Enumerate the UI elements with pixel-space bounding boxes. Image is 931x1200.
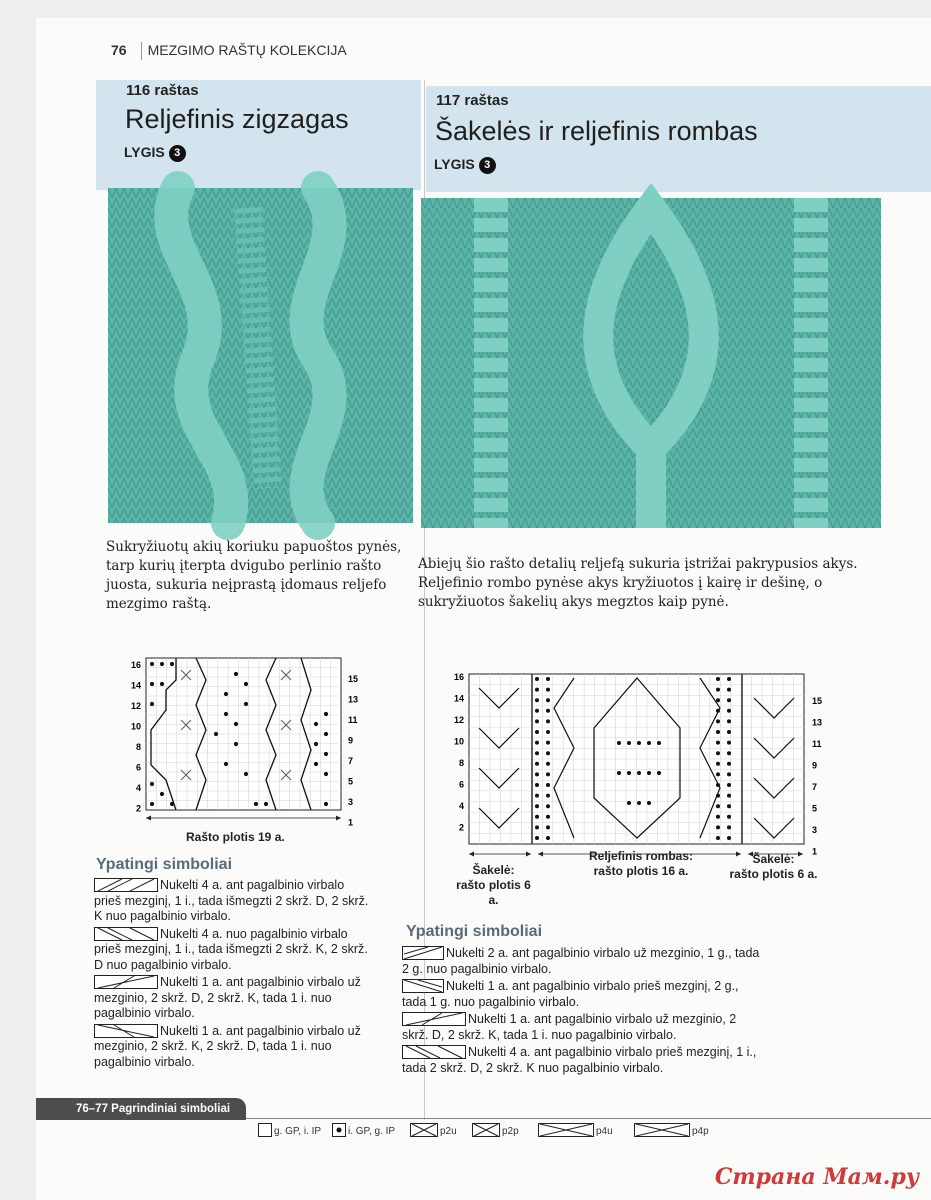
purl-dot	[727, 804, 731, 808]
purl-dot	[727, 688, 731, 692]
purl-dot	[535, 719, 539, 723]
purl-dot	[716, 825, 720, 829]
empty-box-icon	[258, 1123, 272, 1137]
purl-dot	[546, 730, 550, 734]
purl-dot	[727, 698, 731, 702]
purl-dot	[546, 719, 550, 723]
row-labels-left	[454, 672, 464, 833]
cable-4-left-icon	[538, 1123, 594, 1137]
footer-tab: 76–77 Pagrindiniai simboliai	[36, 1098, 246, 1120]
cable-symbol-icon	[94, 927, 158, 941]
pattern-117-caption-right: Šakelė: rašto plotis 6 a.	[729, 852, 818, 881]
pattern-116-symbols	[94, 878, 369, 1072]
row-number-label: 2	[458, 822, 464, 833]
row-labels-right	[348, 674, 358, 828]
cross-right-icon	[472, 1123, 500, 1137]
cable-symbol-icon	[402, 946, 444, 960]
purl-dot	[535, 677, 539, 681]
level-badge: 3	[479, 157, 496, 174]
purl-dot	[727, 751, 731, 755]
legend-purl-knit: i. GP, g. IP	[332, 1123, 395, 1137]
row-number-label: 13	[812, 717, 823, 728]
row-number-label: 9	[348, 735, 354, 746]
row-number-label: 10	[453, 736, 464, 747]
cable-symbol-icon	[402, 1045, 466, 1059]
row-number-label: 13	[348, 694, 359, 705]
purl-dot	[716, 719, 720, 723]
pattern-117-title: Šakelės ir reljefinis rombas	[435, 116, 758, 146]
legend-knit-purl: g. GP, i. IP	[258, 1123, 321, 1137]
purl-dot	[546, 783, 550, 787]
level-label: LYGIS	[124, 144, 165, 160]
pattern-117-photo	[421, 198, 881, 528]
row-number-label: 9	[812, 760, 818, 771]
cross-left-icon	[410, 1123, 438, 1137]
purl-dot	[727, 677, 731, 681]
row-number-label: 7	[348, 756, 354, 766]
purl-dot	[727, 741, 731, 745]
purl-dot	[546, 751, 550, 755]
purl-dot	[535, 741, 539, 745]
cable-symbol-icon	[402, 1012, 466, 1026]
pattern-117-number: 117 raštas	[436, 92, 509, 109]
header-divider	[141, 42, 142, 60]
book-page	[36, 18, 931, 1200]
purl-dot	[535, 804, 539, 808]
purl-dot	[727, 794, 731, 798]
symbol-item: Nukelti 1 a. ant pagalbinio virbalo už mezginio, 2 skrž. D, 2 skrž. K, tada 1 i. nuo pagalbinio virbalo.	[402, 1012, 737, 1042]
purl-dot	[546, 836, 550, 840]
pattern-117-caption-middle: Reljefinis rombas: rašto plotis 16 a.	[588, 849, 694, 878]
running-title: MEZGIMO RAŠTŲ KOLEKCIJA	[147, 42, 347, 58]
purl-dot	[535, 709, 539, 713]
purl-dot	[546, 741, 550, 745]
purl-dot	[727, 719, 731, 723]
purl-dot	[727, 762, 731, 766]
row-number-label: 7	[812, 782, 818, 792]
footer-rule	[246, 1118, 931, 1119]
row-number-label: 1	[812, 846, 818, 857]
legend-p2u: p2u	[410, 1123, 457, 1137]
pattern-116-photo	[108, 188, 413, 523]
row-labels-right	[812, 696, 822, 857]
purl-dot	[727, 815, 731, 819]
cable-symbol-icon	[402, 979, 444, 993]
purl-dot	[727, 836, 731, 840]
level-badge: 3	[169, 145, 186, 162]
pattern-116-symbols-title: Ypatingi simboliai	[96, 856, 233, 873]
purl-dot	[546, 709, 550, 713]
row-number-label: 14	[453, 693, 464, 704]
row-number-label: 5	[348, 776, 354, 787]
purl-dot	[716, 741, 720, 745]
row-number-label: 16	[453, 672, 464, 682]
purl-dot	[716, 836, 720, 840]
purl-dot	[535, 698, 539, 702]
purl-dot	[535, 783, 539, 787]
row-number-label: 11	[812, 739, 822, 749]
purl-dot	[716, 762, 720, 766]
row-number-label: 12	[130, 701, 141, 711]
pattern-116-chart	[126, 640, 366, 828]
row-number-label: 12	[453, 715, 464, 725]
purl-dot	[727, 772, 731, 776]
purl-dot	[535, 836, 539, 840]
pattern-117-symbols-title: Ypatingi simboliai	[406, 923, 543, 940]
purl-dot	[535, 794, 539, 798]
purl-dot	[727, 730, 731, 734]
row-labels-left	[131, 660, 141, 814]
row-number-label: 6	[458, 779, 464, 790]
level-label: LYGIS	[434, 156, 475, 172]
symbol-item: Nukelti 2 a. ant pagalbinio virbalo už mezginio, 1 g., tada 2 g. nuo pagalbinio virbalo.	[402, 946, 760, 976]
pattern-117-chart	[444, 648, 834, 857]
row-number-label: 8	[135, 742, 141, 752]
purl-dot	[535, 772, 539, 776]
symbol-item: Nukelti 4 a. ant pagalbinio virbalo prieš mezginį, 1 i., tada išmegzti 2 skrž. D, 2 skrž. K nuo pagalbinio virbalo.	[94, 878, 369, 923]
cable-4-right-icon	[634, 1123, 690, 1137]
page-number: 76	[111, 42, 127, 58]
purl-dot	[716, 751, 720, 755]
purl-dot	[546, 804, 550, 808]
site-watermark: Страна Мам.ру	[714, 1164, 919, 1190]
purl-dot	[546, 825, 550, 829]
purl-dot	[716, 772, 720, 776]
purl-dot	[546, 772, 550, 776]
purl-dot	[716, 688, 720, 692]
row-number-label: 15	[812, 696, 823, 706]
row-number-label: 14	[130, 680, 141, 691]
pattern-116-chart-caption: Rašto plotis 19 a.	[186, 830, 285, 844]
pattern-116-description: Sukryžiuotų akių koriuku papuoštos pynės, tarp kurių įterpta dvigubo perlinio rašto juosta, sukuria neįprastą įdomaus reljefo mezgimo raštą.	[106, 539, 402, 612]
cable-symbol-icon	[94, 1024, 158, 1038]
row-number-label: 1	[348, 817, 354, 828]
purl-dot	[535, 730, 539, 734]
row-number-label: 10	[130, 721, 141, 732]
symbol-item: Nukelti 1 a. ant pagalbinio virbalo prieš mezginį, 2 g., tada 1 g. nuo pagalbinio virbalo.	[402, 979, 739, 1009]
row-number-label: 4	[458, 801, 464, 811]
purl-dot	[716, 804, 720, 808]
row-number-label: 2	[135, 803, 141, 814]
legend-p4p: p4p	[634, 1123, 709, 1137]
purl-dot	[546, 794, 550, 798]
row-number-label: 3	[348, 797, 354, 807]
row-number-label: 5	[812, 803, 818, 814]
purl-dot	[716, 730, 720, 734]
purl-dot	[546, 677, 550, 681]
row-number-label: 8	[458, 758, 464, 768]
pattern-116-level	[124, 144, 186, 162]
purl-dot	[546, 698, 550, 702]
purl-dot	[727, 783, 731, 787]
dot-box-icon	[332, 1123, 346, 1137]
purl-dot	[716, 698, 720, 702]
purl-dot	[727, 825, 731, 829]
running-header	[111, 42, 347, 60]
row-number-label: 4	[135, 783, 141, 793]
symbol-item: Nukelti 1 a. ant pagalbinio virbalo už mezginio, 2 skrž. K, 2 skrž. D, tada 1 i. nuo pagalbinio virbalo.	[94, 1023, 361, 1069]
purl-dot	[535, 688, 539, 692]
purl-dot	[727, 709, 731, 713]
row-number-label: 3	[812, 825, 818, 835]
purl-dot	[716, 677, 720, 681]
purl-dot	[535, 751, 539, 755]
purl-dot	[716, 815, 720, 819]
row-number-label: 11	[348, 715, 358, 725]
row-number-label: 16	[130, 660, 141, 670]
purl-dot	[535, 825, 539, 829]
pattern-117-description: Abiejų šio rašto detalių reljefą sukuria įstrižai pakrypusios akys. Reljefinio rombo pynėse akys kryžiuotos į kairę ir dešinę, o sukryžiuotos šakelių akys megztos kaip pynė.	[418, 556, 858, 610]
pattern-116-title: Reljefinis zigzagas	[125, 104, 349, 134]
symbol-item: Nukelti 4 a. ant pagalbinio virbalo prieš mezginį, 1 i., tada 2 skrž. D, 2 skrž. K nuo pagalbinio virbalo.	[402, 1045, 757, 1075]
purl-dot	[546, 762, 550, 766]
legend-p4u: p4u	[538, 1123, 613, 1137]
purl-dot	[546, 815, 550, 819]
cable-symbol-icon	[94, 975, 158, 989]
cable-symbol-icon	[94, 878, 158, 892]
pattern-117-level	[434, 156, 496, 174]
purl-dot	[535, 815, 539, 819]
pattern-117-symbols	[402, 946, 762, 1078]
pattern-117-caption-left: Šakelė: rašto plotis 6 a.	[456, 863, 531, 907]
legend-p2p: p2p	[472, 1123, 519, 1137]
purl-dot	[546, 688, 550, 692]
symbol-item: Nukelti 1 a. ant pagalbinio virbalo už mezginio, 2 skrž. D, 2 skrž. K, tada 1 i. nuo pagalbinio virbalo.	[94, 975, 361, 1020]
row-number-label: 6	[135, 762, 141, 773]
pattern-116-number: 116 raštas	[126, 82, 199, 99]
purl-dot	[535, 762, 539, 766]
row-number-label: 15	[348, 674, 359, 684]
symbol-item: Nukelti 4 a. nuo pagalbinio virbalo prieš mezginį, 1 i., tada išmegzti 2 skrž. K, 2 skrž. D nuo pagalbinio virbalo.	[94, 926, 368, 972]
